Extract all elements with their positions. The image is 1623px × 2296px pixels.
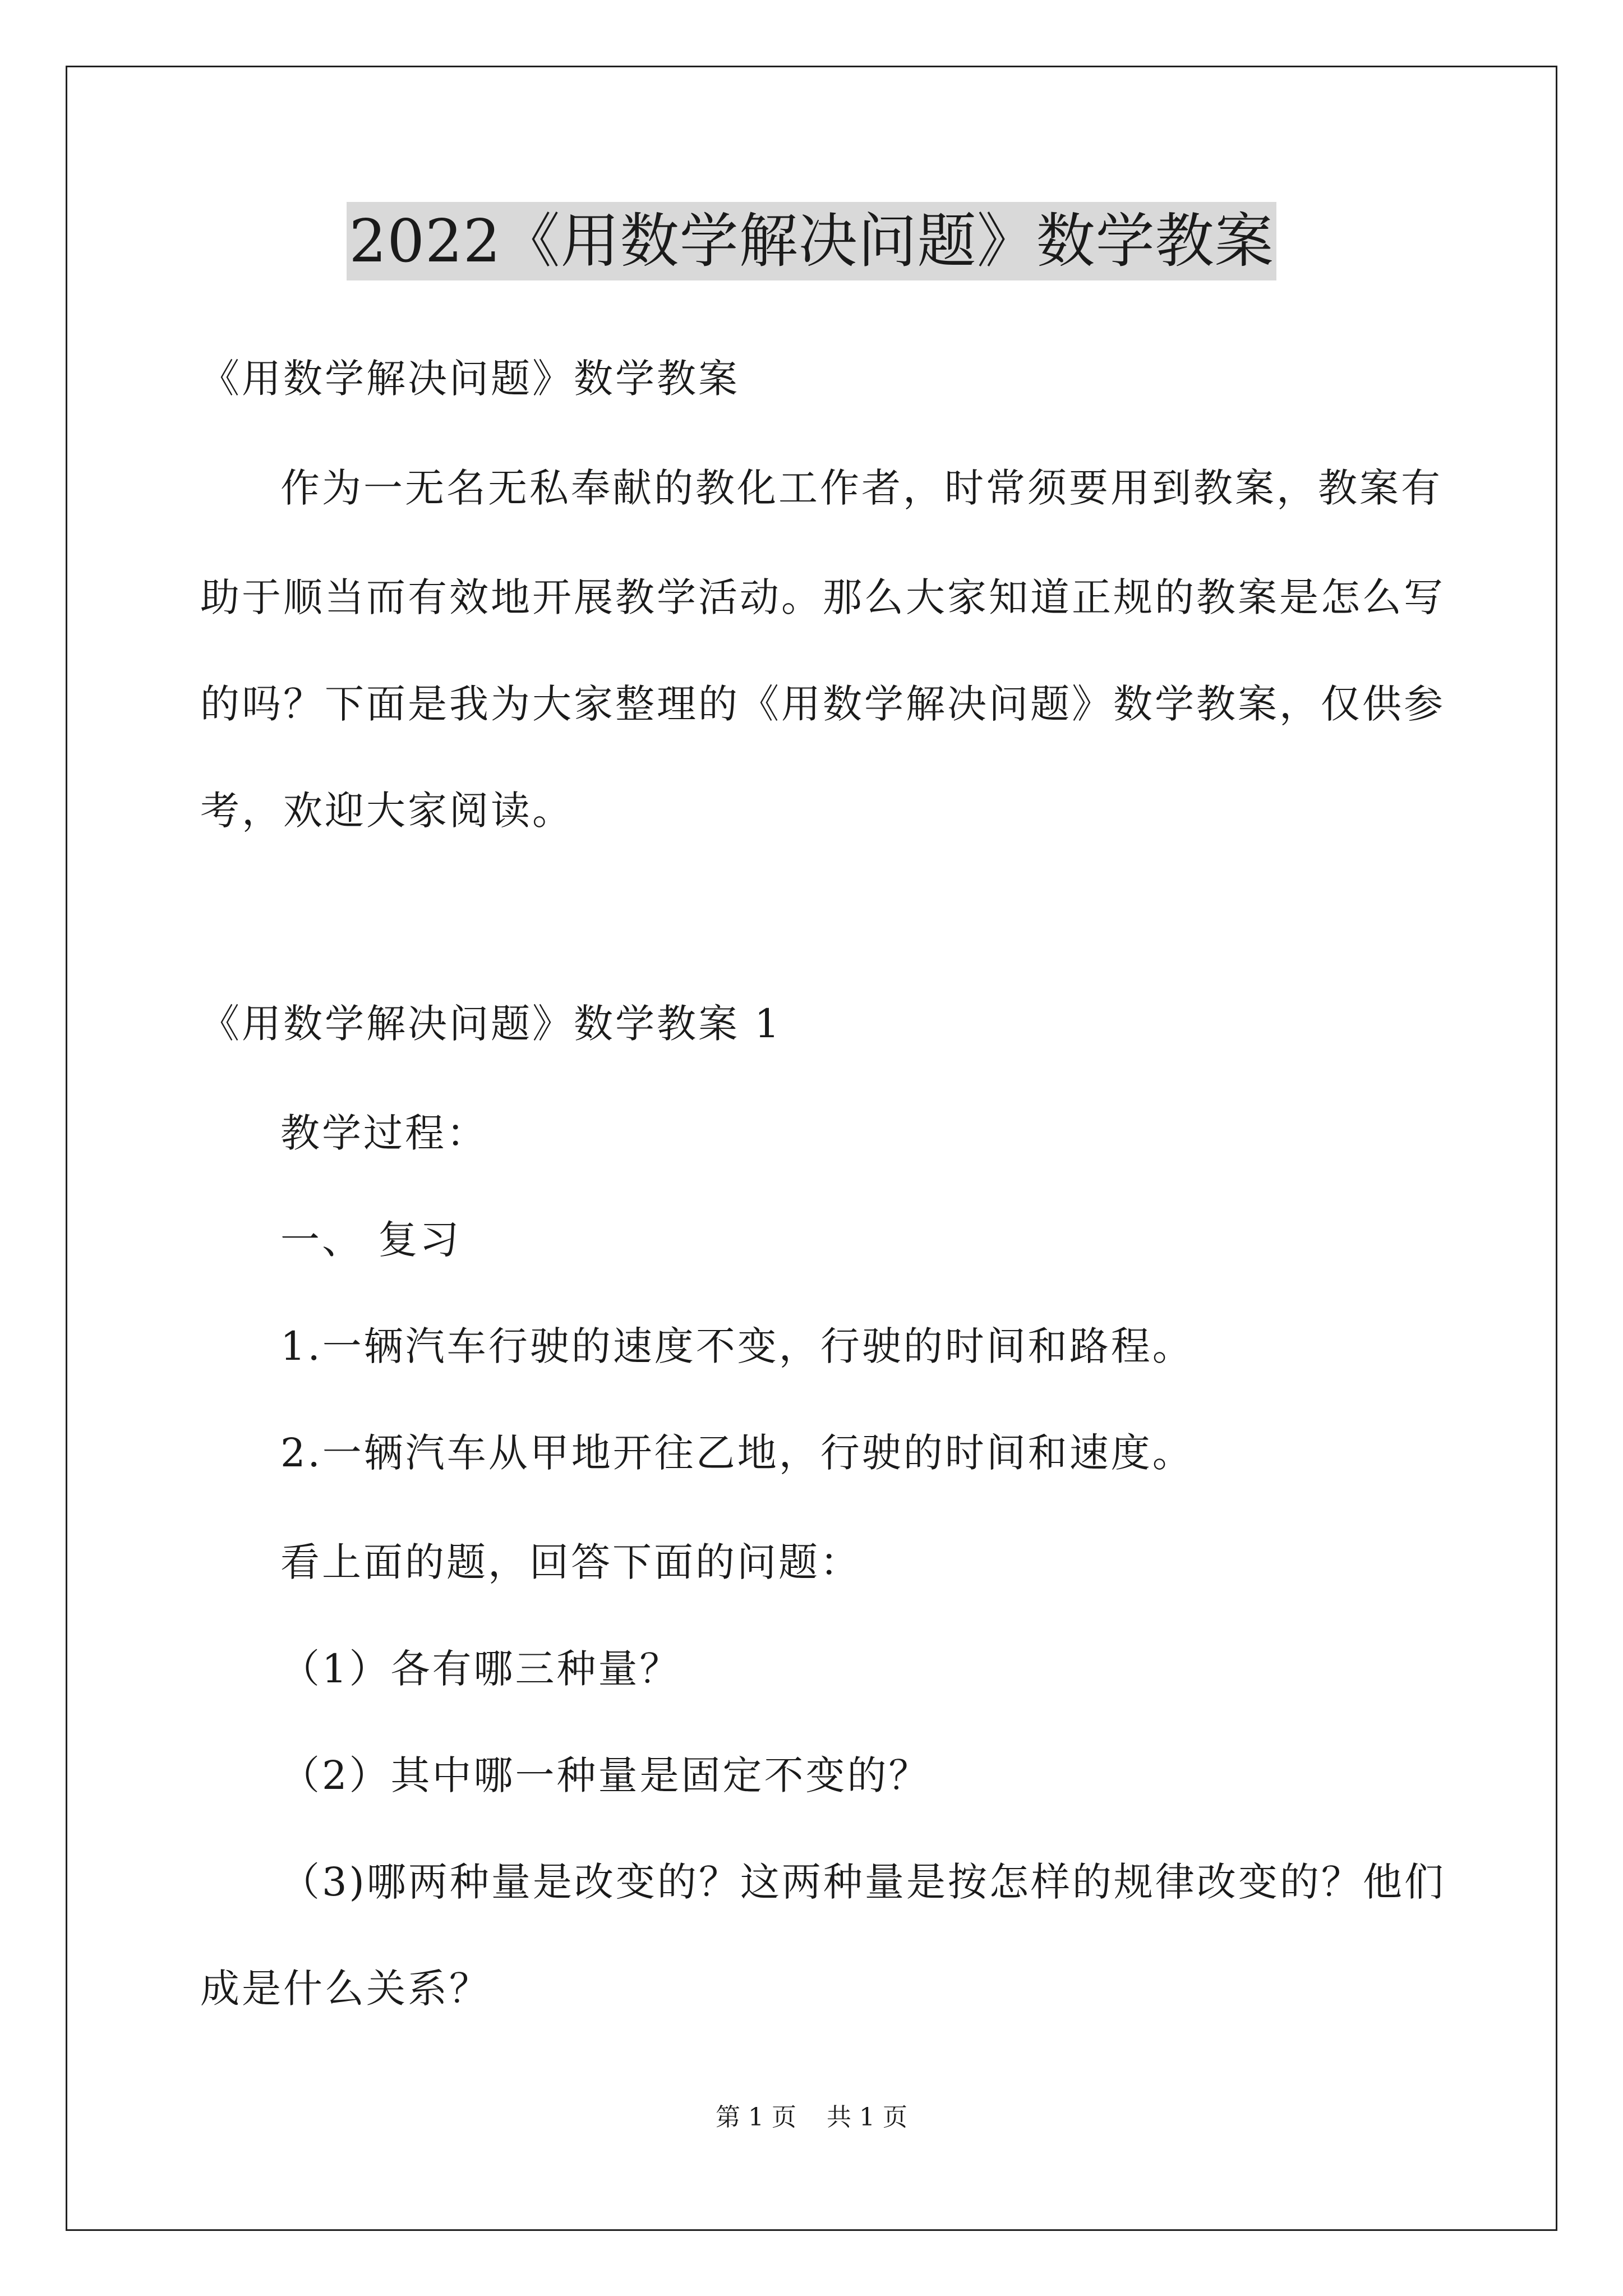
title-container [0,202,1623,280]
document-subtitle: 《用数学解决问题》数学教案 [200,356,740,402]
intro-line-1: 作为一无名无私奉献的教化工作者，时常须要用到教案，教案有 [280,465,1442,511]
section-heading: 《用数学解决问题》数学教案 1 [200,1001,782,1047]
question-2: （2）其中哪一种量是固定不变的？ [280,1752,930,1798]
intro-line-2: 助于顺当而有效地开展教学活动。那么大家知道正规的教案是怎么写 [200,574,1445,620]
intro-line-3: 的吗？下面是我为大家整理的《用数学解决问题》数学教案，仅供参 [200,681,1445,727]
process-label: 教学过程： [280,1110,488,1156]
page-footer [0,2101,1623,2134]
question-3-line-2: 成是什么关系？ [200,1966,491,2012]
question-prompt: 看上面的题，回答下面的问题： [280,1539,861,1585]
intro-line-4: 考，欢迎大家阅读。 [200,788,574,834]
review-item-2: 2.一辆汽车从甲地开往乙地，行驶的时间和速度。 [280,1430,1194,1476]
review-heading: 一、 复习 [280,1217,462,1263]
question-1: （1）各有哪三种量？ [280,1646,681,1692]
page-number-total: 共 1 页 [827,2103,907,2132]
page-number-current: 第 1 页 [716,2103,796,2132]
document-title: 2022《用数学解决问题》数学教案 [347,202,1276,280]
review-item-1: 1.一辆汽车行驶的速度不变，行驶的时间和路程。 [280,1323,1194,1369]
question-3-line-1: （3)哪两种量是改变的？这两种量是按怎样的规律改变的？他们 [280,1859,1446,1905]
